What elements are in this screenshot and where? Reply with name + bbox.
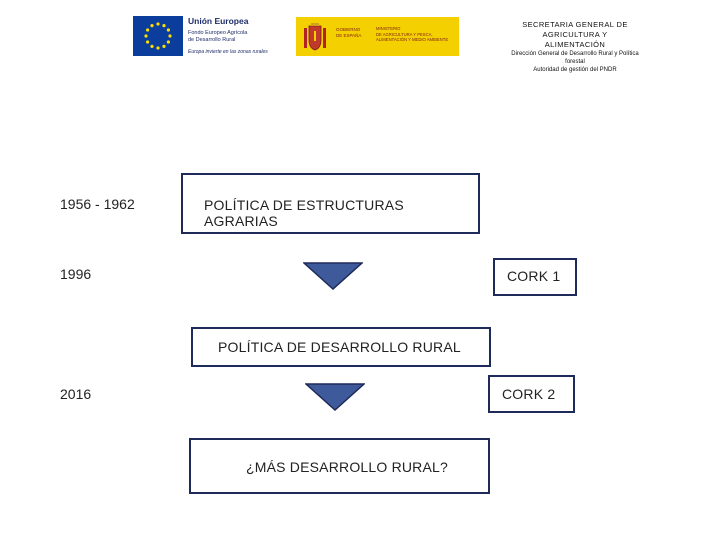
eu-logo-fund-line2: de Desarrollo Rural [188,37,236,43]
spain-government-logo [296,17,459,56]
policy-box-future [189,438,490,494]
policy-box-structures [181,173,480,234]
ministry-line3: ALIMENTACIÓN Y MEDIO AMBIENTE [376,37,449,42]
down-arrow-icon [305,383,365,411]
cork2-box [488,375,575,413]
header-institution-text [495,20,655,74]
header-line4: forestal [565,59,585,65]
gov-logo-line1: GOBIERNO [336,27,361,32]
ministry-line2: DE AGRICULTURA Y PESCA, [376,31,433,37]
eu-feader-logo [133,16,278,58]
year-label-1956-1962: 1956 - 1962 [60,196,135,212]
header-line2: ALIMENTACIÓN [544,40,606,49]
eu-flag-icon [133,16,183,56]
cork2-label: CORK 2 [502,386,556,402]
eu-logo-fund-line1: Fondo Europeo Agrícola [188,30,248,36]
spain-coat-of-arms-icon [302,22,328,52]
ministry-line1: MINISTERIO [376,26,401,31]
header-line5: Autoridad de gestión del PNDR [533,67,617,73]
policy-box-rural-development [191,327,491,367]
header-line1: SECRETARIA GENERAL DE AGRICULTURA Y [522,20,628,39]
policy-box-future-label: ¿MÁS DESARROLLO RURAL? [246,459,449,475]
eu-logo-motto: Europa invierte en las zonas rurales [188,49,268,55]
eu-logo-title: Unión Europea [188,16,249,26]
down-arrow-icon [303,262,363,290]
policy-box-structures-label: POLÍTICA DE ESTRUCTURAS AGRARIAS [204,197,404,229]
year-label-1996: 1996 [60,266,92,282]
cork1-label: CORK 1 [507,268,561,284]
policy-box-rural-development-label: POLÍTICA DE DESARROLLO RURAL [218,339,461,355]
cork1-box [493,258,577,296]
gov-logo-line2: DE ESPAÑA [336,33,362,38]
header-line3: Dirección General de Desarrollo Rural y Política [511,51,639,57]
year-label-2016: 2016 [60,386,92,402]
